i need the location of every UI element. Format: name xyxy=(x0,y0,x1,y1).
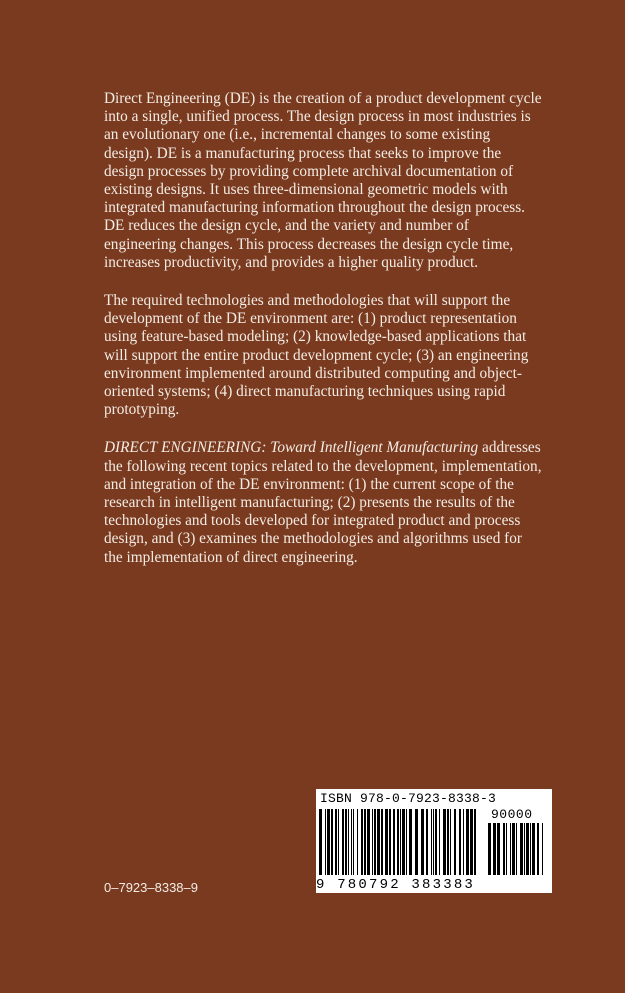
barcode-bar xyxy=(520,823,523,875)
barcode-bar xyxy=(431,809,432,875)
barcode-bar xyxy=(510,823,511,875)
barcode-bar xyxy=(450,809,451,875)
barcode-bar xyxy=(421,809,424,875)
barcode-bar xyxy=(435,809,437,875)
barcode-bar xyxy=(532,823,535,875)
price-code: 90000 xyxy=(491,807,533,822)
description-text xyxy=(104,90,542,587)
barcode-bar xyxy=(342,809,344,875)
paragraph-intro: Direct Engineering (DE) is the creation of a product development cycle into a single, unified process. The design process in most industries is an evolutionary one (i.e., incremental changes to some existing design). DE is a manufacturing process that seeks to improve the design processes by providing complete archival documentation of existing designs. It uses three-dimensional geometric models with integrated manufacturing information throughout the design process. DE reduces the design cycle, and the variety and number of engineering changes. This process decreases the design cycle time, increases productivity, and provides a higher quality product. xyxy=(104,90,542,271)
barcode-bar xyxy=(374,809,376,875)
barcode-bar xyxy=(503,823,505,875)
paragraph-technologies: The required technologies and methodologies that will support the development of the DE environment are: (1) product representation using feature-based modeling; (2) knowledge-based applications that will support the entire product development cycle; (3) an engineering environment implemented around distributed computing and object-oriented systems; (4) direct manufacturing techniques using rapid prototyping. xyxy=(104,292,529,419)
barcode-bar xyxy=(372,809,373,875)
barcode-bar xyxy=(439,809,440,875)
barcode-bar xyxy=(526,823,529,875)
barcode-bar xyxy=(493,823,496,875)
barcode-bar xyxy=(409,809,412,875)
isbn-13-label: ISBN 978-0-7923-8338-3 xyxy=(320,791,497,806)
barcode-box xyxy=(316,789,552,893)
barcode-bar xyxy=(381,809,383,875)
barcode-bar xyxy=(402,809,405,875)
barcode-bar xyxy=(361,809,363,875)
barcode-bar xyxy=(488,823,491,875)
ean-digits: 9 780792 383383 xyxy=(316,877,476,893)
barcode-bar xyxy=(466,809,469,875)
barcode-bar xyxy=(327,809,330,875)
barcode-bar xyxy=(426,809,428,875)
paragraph-topics xyxy=(104,439,542,566)
barcode-bar xyxy=(348,809,349,875)
barcode-bar xyxy=(335,809,337,875)
barcode-bar xyxy=(353,809,354,875)
price-barcode-bars xyxy=(488,823,546,879)
barcode-bar xyxy=(474,809,476,875)
barcode-bar xyxy=(512,823,515,875)
barcode-bar xyxy=(325,809,326,875)
barcode-bar xyxy=(470,809,473,875)
barcode-bar xyxy=(400,809,401,875)
ean-barcode-bars xyxy=(319,809,479,879)
barcode-bar xyxy=(542,823,543,875)
barcode-bar xyxy=(338,809,339,875)
barcode-bar xyxy=(377,809,380,875)
isbn-10: 0–7923–8338–9 xyxy=(104,880,198,895)
barcode-bar xyxy=(415,809,418,875)
barcode-bar xyxy=(524,823,525,875)
barcode-bar xyxy=(433,809,434,875)
barcode-bar xyxy=(397,809,399,875)
barcode-bar xyxy=(506,823,507,875)
barcode-bar xyxy=(447,809,449,875)
book-title: DIRECT ENGINEERING: Toward Intelligent Manufacturing xyxy=(104,439,479,457)
barcode-bar xyxy=(530,823,531,875)
barcode-bar xyxy=(385,809,388,875)
barcode-bar xyxy=(357,809,358,875)
barcode-bar xyxy=(367,809,370,875)
barcode-bar xyxy=(537,823,539,875)
barcode-bar xyxy=(364,809,366,875)
paragraph-topics-text: addresses the following recent topics related to the development, implementation, and integration of the DE environment: (1) the current scope of the research in intelligent manufacturing; (2) presents the results of the technologies and tools developed for integrated product and process design, and (3) examines the methodologies and algorithms used for the implementation of direct engineering. xyxy=(104,439,542,566)
barcode-bar xyxy=(406,809,407,875)
barcode-bar xyxy=(516,823,517,875)
barcode-bar xyxy=(459,809,461,875)
barcode-bar xyxy=(497,823,500,875)
barcode-bar xyxy=(351,809,352,875)
barcode-bar xyxy=(389,809,391,875)
barcode-bar xyxy=(331,809,333,875)
barcode-bar xyxy=(443,809,446,875)
barcode-bar xyxy=(454,809,456,875)
barcode-bar xyxy=(319,809,322,875)
barcode-bar xyxy=(463,809,464,875)
barcode-bar xyxy=(345,809,347,875)
barcode-bar xyxy=(393,809,395,875)
